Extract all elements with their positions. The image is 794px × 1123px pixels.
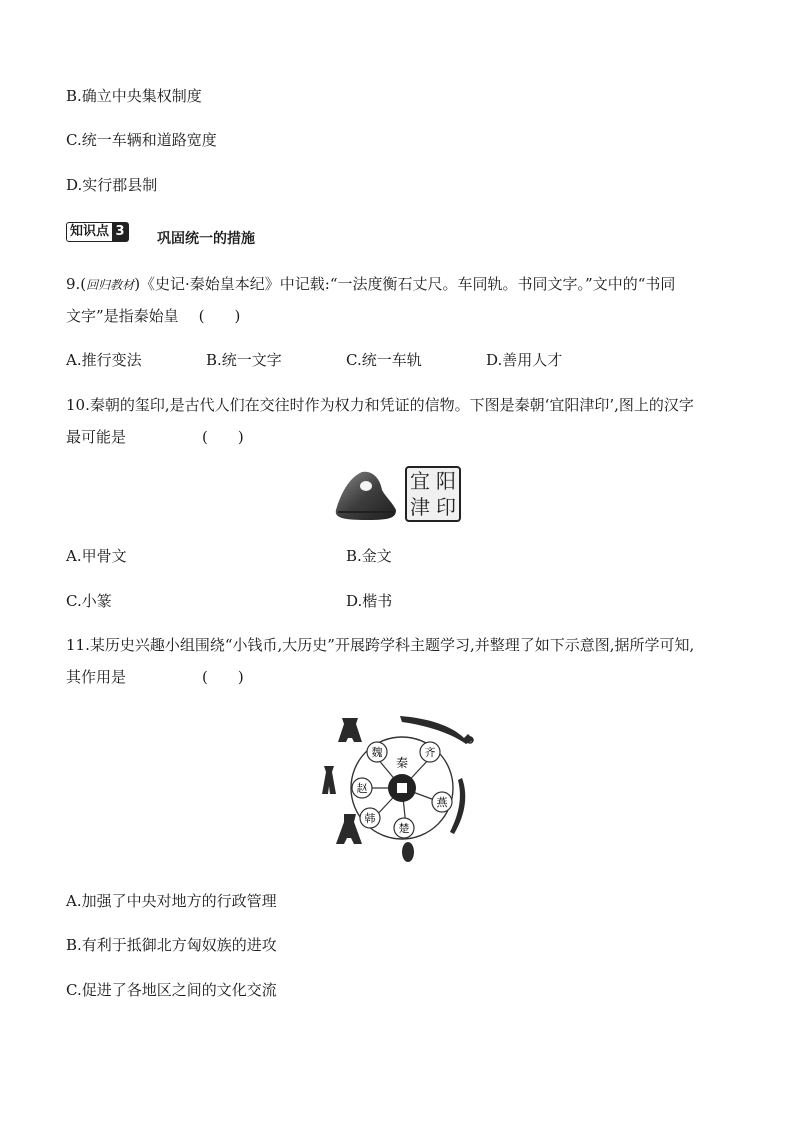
seal-char: 津: [410, 495, 430, 519]
spade-coin-icon: [338, 718, 362, 742]
state-zhao: 赵: [356, 782, 368, 795]
q9-line2: [66, 306, 240, 326]
center-label: 秦: [395, 756, 409, 770]
state-yan: 燕: [436, 796, 448, 809]
option-c: C.统一车辆和道路宽度: [66, 131, 217, 149]
badge-label: 知识点: [70, 224, 110, 239]
seal-knob-image: [330, 466, 400, 522]
seal-char: 阳: [436, 469, 456, 493]
q11-answer-paren: ( ): [202, 668, 244, 686]
q11-text2: 其作用是: [66, 668, 127, 686]
state-qi: 齐: [424, 746, 436, 759]
q9-option-b: B.统一文字: [206, 351, 282, 369]
q11-line2: [66, 667, 244, 687]
seal-char: 印: [436, 495, 456, 519]
q9-tag: 回归教材: [86, 278, 135, 292]
q10-line1: 10.秦朝的玺印,是古代人们在交往时作为权力和凭证的信物。下图是秦朝‘宜阳津印’,图上的汉字: [66, 396, 694, 414]
q9-option-c: C.统一车轨: [346, 351, 422, 369]
q9-option-d: D.善用人才: [486, 351, 563, 369]
q11-option-c: C.促进了各地区之间的文化交流: [66, 981, 277, 999]
ant-nose-coin-icon: [402, 842, 414, 862]
section-title: 巩固统一的措施: [157, 231, 255, 247]
seal-impression: [405, 466, 461, 522]
seal-char: 宜: [410, 469, 430, 493]
q10-option-d: D.楷书: [346, 592, 393, 610]
q10-option-a: A.甲骨文: [66, 547, 127, 565]
state-chu: 楚: [398, 822, 410, 835]
q10-option-c: C.小篆: [66, 592, 112, 610]
state-wei: 魏: [371, 746, 383, 759]
state-han: 韩: [364, 812, 376, 825]
q11-option-a: A.加强了中央对地方的行政管理: [66, 892, 277, 910]
q11-option-b: B.有利于抵御北方匈奴族的进攻: [66, 936, 277, 954]
knowledge-point-badge: [66, 222, 129, 242]
q9-answer-paren: ( ): [198, 307, 241, 325]
q9-text2: 文字”是指秦始皇: [66, 307, 179, 325]
q10-text2: 最可能是: [66, 428, 127, 446]
spade-coin-icon: [336, 814, 362, 844]
q11-line1: 11.某历史兴趣小组围绕“小钱币,大历史”开展跨学科主题学习,并整理了如下示意图,据所学可知,: [66, 636, 695, 654]
q10-line2: [66, 427, 244, 447]
q9-number: 9.(: [66, 275, 87, 293]
badge-number: 3: [112, 223, 128, 241]
q10-option-b: B.金文: [346, 547, 392, 565]
knife-coin-icon: [400, 716, 474, 744]
option-d: D.实行郡县制: [66, 176, 158, 194]
q9-line1: [66, 274, 675, 295]
coin-unification-diagram: [318, 710, 478, 868]
spade-coin-icon: [322, 766, 336, 794]
q10-answer-paren: ( ): [202, 428, 244, 446]
q9-option-a: A.推行变法: [66, 351, 142, 369]
q9-text: )《史记·秦始皇本纪》中记载:“一法度衡石丈尺。车同轨。书同文字。”文中的“书同: [134, 275, 676, 293]
option-b: B.确立中央集权制度: [66, 87, 202, 105]
